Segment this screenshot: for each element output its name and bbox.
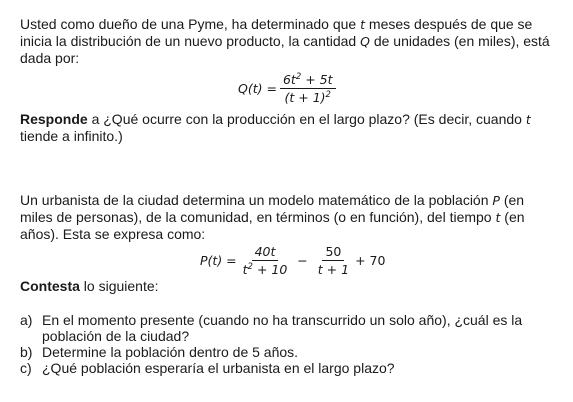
variable-t: t: [495, 210, 501, 225]
list-item: [20, 344, 560, 360]
problem2-intro-text-1: Un urbanista de la ciudad determina un modelo matemático de la población: [20, 192, 489, 208]
list-item-text: Determine la población dentro de 5 años.: [42, 344, 299, 360]
formula-Q: [238, 72, 339, 105]
formula-P-plus-constant: + 70: [355, 253, 386, 268]
problem1-intro-text-3: de unidades (en miles), está dada por:: [20, 33, 550, 66]
problem1-intro: [20, 16, 560, 66]
formula-Q-lhs: Q(t) =: [238, 81, 277, 96]
list-item: [20, 360, 560, 376]
questions-list: [20, 312, 560, 376]
formula-P-lhs: P(t) =: [200, 253, 237, 268]
formula-P-fraction-1-denominator: $t^2 + 10$: [242, 262, 288, 277]
problem1-intro-text-1: Usted como dueño de una Pyme, ha determinado que: [20, 16, 357, 32]
formula-P-fraction-2-numerator: 50: [322, 244, 344, 261]
variable-t: t: [360, 17, 366, 32]
formula-P-minus: −: [297, 253, 308, 268]
formula-Q-numerator: $6t^2 + 5t$: [280, 72, 336, 89]
responde-label: Responde: [20, 111, 88, 127]
contesta-label: Contesta: [20, 278, 80, 294]
list-item-text: En el momento presente (cuando no ha transcurrido un solo año), ¿cuál es la población de la ciudad?: [42, 312, 523, 344]
problem2-intro: [20, 192, 560, 242]
formula-P-fraction-2: [315, 244, 352, 277]
formula-P-fraction-2-denominator: t + 1: [317, 262, 350, 277]
formula-Q-denominator: $(t + 1)^2$: [284, 90, 331, 105]
variable-Q: Q: [360, 34, 370, 49]
problem2-instruction-text: lo siguiente:: [83, 278, 159, 294]
problem1-question-end: tiende a infinito.): [20, 128, 123, 144]
list-item: [20, 312, 560, 344]
problem1-question-text: a ¿Qué ocurre con la producción en el largo plazo? (Es decir, cuando: [91, 111, 522, 127]
list-item-marker: b): [20, 344, 33, 360]
formula-Q-fraction: [280, 72, 336, 105]
formula-P-fraction-1-numerator: 40t: [252, 244, 279, 261]
variable-t: t: [525, 112, 531, 127]
list-item-marker: c): [20, 360, 32, 376]
variable-P: P: [492, 193, 500, 208]
problem1-intro-text-2: meses después de que se inicia la distribución de un nuevo producto, la cantidad: [20, 16, 533, 49]
formula-P: [200, 244, 385, 277]
list-item-marker: a): [20, 312, 33, 328]
problem2-intro-text-2: (en miles de personas), de la comunidad, en términos (o en función), del tiempo: [20, 192, 525, 225]
problem2-instruction: [20, 278, 560, 294]
problem1-question: [20, 111, 560, 144]
list-item-text: ¿Qué población esperaría el urbanista en el largo plazo?: [42, 360, 395, 376]
formula-P-fraction-1: [240, 244, 291, 277]
problem2-intro-text-3: (en años). Esta se expresa como:: [20, 209, 525, 242]
